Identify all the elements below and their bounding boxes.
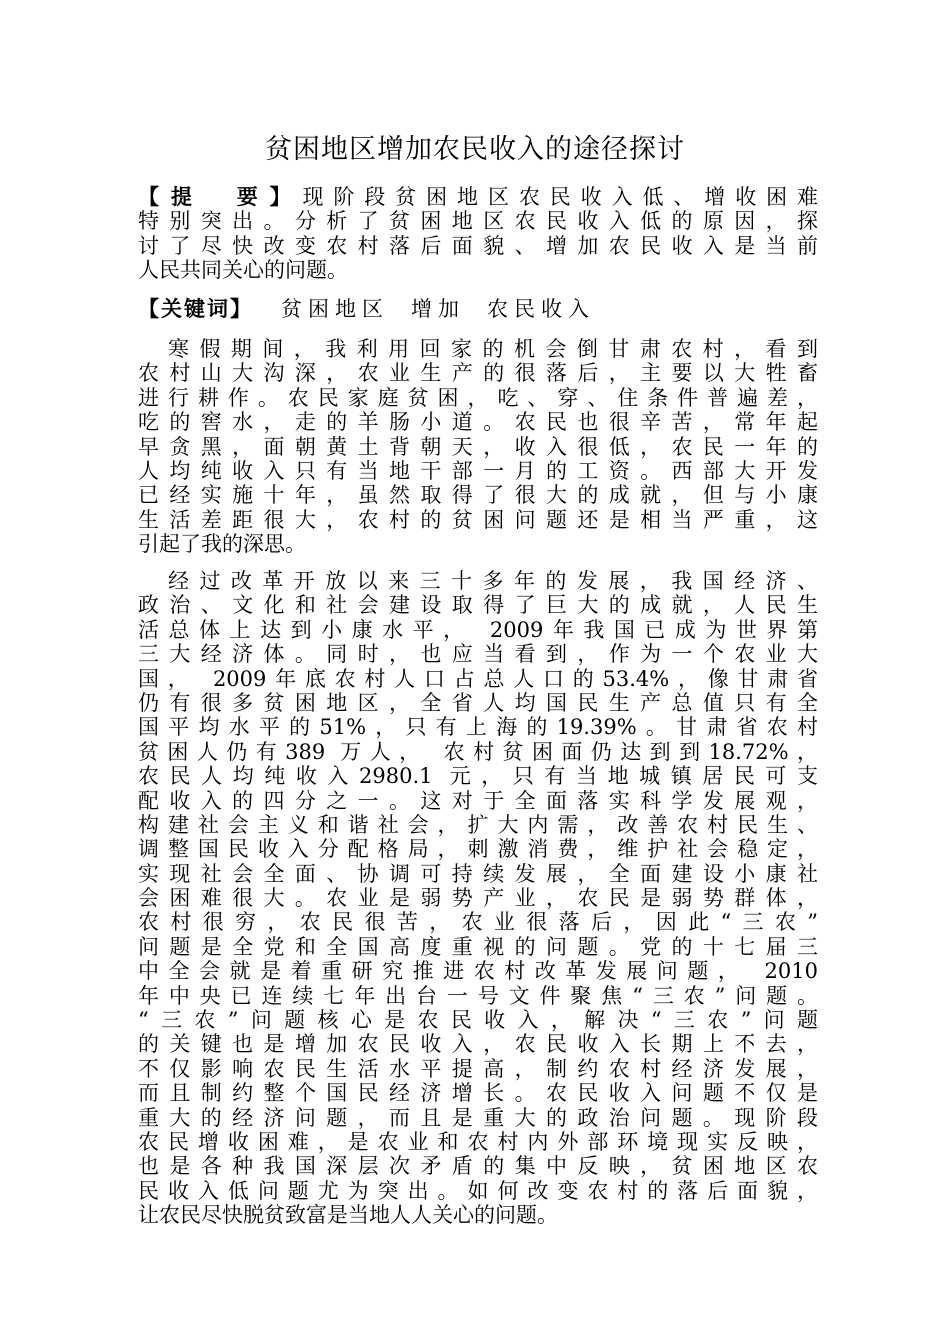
paragraph-line: 国平均水平的51%，只有上海的19.39%。甘肃省农村	[138, 715, 818, 740]
paragraph-line: 农村很穷，农民很苦，农业很落后，因此“三农”	[138, 910, 818, 935]
paragraph-line: 年中央已连续七年出台一号文件聚焦“三农”问题。	[138, 983, 818, 1008]
abstract-section	[138, 185, 818, 283]
abstract-label: 【提 要】	[138, 185, 303, 209]
keywords-section	[138, 297, 818, 321]
paragraph-line: 不仅影响农民生活水平提高，制约农村经济发展，	[138, 1056, 818, 1081]
paragraph-line: 仍有很多贫困地区，全省人均国民生产总值只有全	[138, 690, 818, 715]
paragraph-line: 贫困人仍有389 万人， 农村贫困面仍达到到18.72%，	[138, 739, 818, 764]
document-title: 贫困地区增加农民收入的途径探讨	[265, 134, 685, 165]
paragraph-line: 寒假期间，我利用回家的机会倒甘肃农村，看到	[168, 337, 818, 361]
keywords-label: 【关键词】	[138, 297, 253, 321]
paragraph-line: 三大经济体。同时，也应当看到，作为一个农业大	[138, 642, 818, 667]
paragraph-line: 引起了我的深思。	[138, 532, 306, 557]
paragraph-line: 政治、文化和社会建设取得了巨大的成就，人民生	[138, 593, 818, 618]
paragraph-line: 中全会就是着重研究推进农村改革发展问题， 2010	[138, 959, 818, 984]
paragraph-line: 的关键也是增加农民收入，农民收入长期上不去，	[138, 1032, 818, 1057]
paragraph-line: 农民增收困难，是农业和农村内外部环境现实反映，	[138, 1129, 818, 1154]
paragraph-line: 进行耕作。农民家庭贫困，吃、穿、住条件普遍差，	[138, 385, 818, 410]
keyword: 增加	[411, 297, 465, 321]
abstract-line: 特别突出。分析了贫困地区农民收入低的原因，探	[138, 209, 818, 234]
paragraph-line: 吃的窖水，走的羊肠小道。农民也很辛苦，常年起	[138, 410, 818, 435]
paragraph-line: “三农”问题核心是农民收入，解决“三农”问题	[138, 1008, 818, 1033]
paragraph-line: 让农民尽快脱贫致富是当地人人关心的问题。	[138, 1203, 558, 1228]
body-paragraph	[138, 569, 818, 1228]
body-paragraph	[138, 337, 818, 557]
paragraph-line: 民收入低问题尤为突出。如何改变农村的落后面貌，	[138, 1178, 818, 1203]
paragraph-line: 调整国民收入分配格局，刺激消费，维护社会稳定，	[138, 837, 818, 862]
keywords-line	[138, 297, 818, 321]
abstract-line	[138, 185, 818, 209]
paragraph-line: 问题是全党和全国高度重视的问题。党的十七届三	[138, 934, 818, 959]
paragraph-line: 人均纯收入只有当地干部一月的工资。西部大开发	[138, 458, 818, 483]
keyword: 贫困地区	[281, 297, 389, 321]
paragraph-line: 农民人均纯收入2980.1 元，只有当地城镇居民可支	[138, 764, 818, 789]
paragraph-line: 早贪黑，面朝黄土背朝天，收入很低，农民一年的	[138, 434, 818, 459]
paragraph-line: 构建社会主义和谐社会，扩大内需，改善农村民生、	[138, 812, 818, 837]
abstract-text: 现阶段贫困地区农民收入低、增收困难	[302, 185, 819, 209]
paragraph-line: 也是各种我国深层次矛盾的集中反映，贫困地区农	[138, 1154, 818, 1179]
paragraph-line: 实现社会全面、协调可持续发展，全面建设小康社	[138, 861, 818, 886]
abstract-line: 人民共同关心的问题。	[138, 258, 348, 283]
paragraph-line: 农村山大沟深，农业生产的很落后，主要以大牲畜	[138, 361, 818, 386]
paragraph-line: 经过改革开放以来三十多年的发展，我国经济、	[168, 569, 818, 593]
paragraph-line: 已经实施十年，虽然取得了很大的成就，但与小康	[138, 483, 818, 508]
paragraph-line: 而且制约整个国民经济增长。农民收入问题不仅是	[138, 1081, 818, 1106]
paragraph-line: 生活差距很大，农村的贫困问题还是相当严重，这	[138, 507, 818, 532]
keyword: 农民收入	[487, 297, 595, 321]
paragraph-line: 重大的经济问题，而且是重大的政治问题。现阶段	[138, 1105, 818, 1130]
paragraph-line: 国， 2009年底农村人口占总人口的53.4%，像甘肃省	[138, 666, 818, 691]
paragraph-line: 会困难很大。农业是弱势产业，农民是弱势群体，	[138, 886, 818, 911]
paragraph-line: 配收入的四分之一。这对于全面落实科学发展观，	[138, 788, 818, 813]
paragraph-line: 活总体上达到小康水平， 2009年我国已成为世界第	[138, 617, 818, 642]
abstract-line: 讨了尽快改变农村落后面貌、增加农民收入是当前	[138, 233, 818, 258]
